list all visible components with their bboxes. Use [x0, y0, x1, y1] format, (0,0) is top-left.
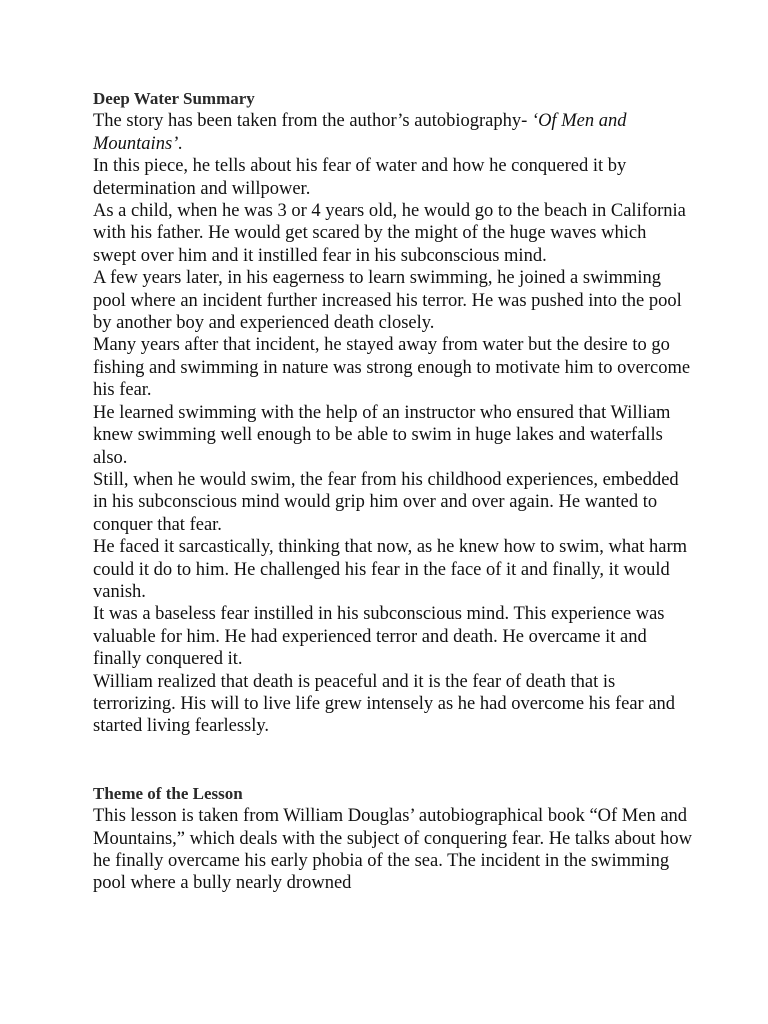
summary-paragraph: Many years after that incident, he stayed away from water but the desire to go fishing and swimming in nature was strong enough to motivate him to overcome his fear.: [93, 335, 691, 401]
theme-heading: Theme of the Lesson: [93, 783, 243, 803]
summary-paragraph: Still, when he would swim, the fear from his childhood experiences, embedded in his subconscious mind would grip him over and over again. He wanted to conquer that fear.: [93, 469, 679, 535]
document-page: [93, 88, 693, 895]
summary-intro: [93, 110, 693, 155]
summary-heading: Deep Water Summary: [93, 89, 255, 108]
summary-paragraph: As a child, when he was 3 or 4 years old, he would go to the beach in California with his father. He would get scared by the might of the huge waves which swept over him and it instilled fear in his subconscious mind.: [93, 201, 686, 266]
summary-paragraph: A few years later, in his eagerness to learn swimming, he joined a swimming pool where an incident further increased his terror. He was pushed into the pool by another boy and experienced death closely.: [93, 268, 682, 334]
theme-paragraph: This lesson is taken from William Douglas’ autobiographical book “Of Men and Mountains,” which deals with the subject of conquering fear. He talks about how he finally overcame his early phobia of the sea. The incident in the swimming pool where a bully nearly drowned: [93, 806, 693, 894]
summary-paragraph: William realized that death is peaceful and it is the fear of death that is terrorizing. His will to live life grew intensely as he had overcome his fear and started living fearlessly.: [93, 671, 676, 737]
summary-paragraph: It was a baseless fear instilled in his subconscious mind. This experience was valuable for him. He had experienced terror and death. He overcame it and finally conquered it.: [93, 604, 665, 670]
summary-intro-text: The story has been taken from the author’s autobiography-: [93, 111, 532, 132]
section-spacer: [93, 738, 693, 783]
summary-paragraph: He faced it sarcastically, thinking that now, as he knew how to swim, what harm could it do to him. He challenged his fear in the face of it and finally, it would vanish.: [93, 537, 688, 602]
summary-paragraph: In this piece, he tells about his fear of water and how he conquered it by determination and willpower.: [93, 156, 627, 199]
summary-paragraph: He learned swimming with the help of an instructor who ensured that William knew swimming well enough to be able to swim in huge lakes and waterfalls also.: [93, 402, 671, 468]
summary-intro-book-title: ‘Of Men and Mountains’.: [93, 111, 627, 154]
